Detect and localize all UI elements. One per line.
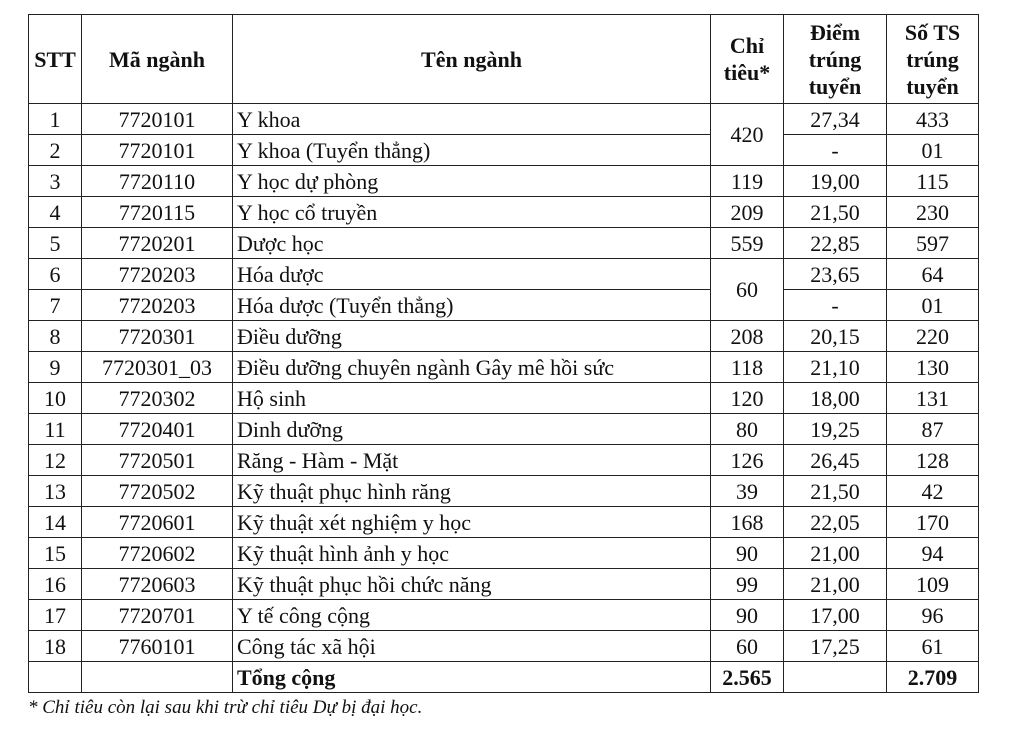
cell-so-ts: 87 bbox=[887, 414, 979, 445]
cell-ma-nganh: 7720203 bbox=[82, 259, 233, 290]
table-row bbox=[29, 476, 979, 507]
cell-diem: 21,00 bbox=[784, 569, 887, 600]
cell-stt: 17 bbox=[29, 600, 82, 631]
cell-ten-nganh: Kỹ thuật hình ảnh y học bbox=[233, 538, 711, 569]
table-row bbox=[29, 290, 979, 321]
cell-ten-nganh: Y khoa (Tuyển thẳng) bbox=[233, 135, 711, 166]
cell-diem: 19,25 bbox=[784, 414, 887, 445]
table-row bbox=[29, 259, 979, 290]
cell-so-ts: 01 bbox=[887, 135, 979, 166]
cell-diem: 21,10 bbox=[784, 352, 887, 383]
cell-ten-nganh: Kỹ thuật xét nghiệm y học bbox=[233, 507, 711, 538]
table-row bbox=[29, 631, 979, 662]
cell-ten-nganh: Điều dưỡng bbox=[233, 321, 711, 352]
cell-stt: 7 bbox=[29, 290, 82, 321]
table-row bbox=[29, 383, 979, 414]
cell-diem: 20,15 bbox=[784, 321, 887, 352]
cell-diem: 21,50 bbox=[784, 197, 887, 228]
cell-ma-nganh: 7720302 bbox=[82, 383, 233, 414]
header-so-ts-line2: trúng bbox=[906, 46, 959, 72]
cell-so-ts: 130 bbox=[887, 352, 979, 383]
header-row bbox=[29, 15, 979, 104]
cell-ma-nganh: 7720101 bbox=[82, 135, 233, 166]
total-diem bbox=[784, 662, 887, 693]
table-row bbox=[29, 352, 979, 383]
cell-chi-tieu: 559 bbox=[711, 228, 784, 259]
header-diem bbox=[784, 15, 887, 104]
cell-chi-tieu: 209 bbox=[711, 197, 784, 228]
cell-so-ts: 433 bbox=[887, 104, 979, 135]
total-label: Tổng cộng bbox=[233, 662, 711, 693]
cell-stt: 9 bbox=[29, 352, 82, 383]
cell-so-ts: 42 bbox=[887, 476, 979, 507]
cell-stt: 3 bbox=[29, 166, 82, 197]
cell-chi-tieu: 420 bbox=[711, 104, 784, 166]
cell-ma-nganh: 7760101 bbox=[82, 631, 233, 662]
admission-table bbox=[28, 14, 979, 693]
cell-diem: 23,65 bbox=[784, 259, 887, 290]
cell-ma-nganh: 7720115 bbox=[82, 197, 233, 228]
cell-diem: 21,50 bbox=[784, 476, 887, 507]
cell-stt: 8 bbox=[29, 321, 82, 352]
table-row bbox=[29, 321, 979, 352]
cell-diem: 17,25 bbox=[784, 631, 887, 662]
cell-ten-nganh: Y học cổ truyền bbox=[233, 197, 711, 228]
cell-stt: 2 bbox=[29, 135, 82, 166]
table-row bbox=[29, 104, 979, 135]
cell-diem: 22,85 bbox=[784, 228, 887, 259]
header-stt: STT bbox=[29, 15, 82, 104]
cell-so-ts: 597 bbox=[887, 228, 979, 259]
cell-so-ts: 115 bbox=[887, 166, 979, 197]
cell-chi-tieu: 39 bbox=[711, 476, 784, 507]
cell-ma-nganh: 7720203 bbox=[82, 290, 233, 321]
cell-ten-nganh: Công tác xã hội bbox=[233, 631, 711, 662]
table-row bbox=[29, 414, 979, 445]
header-diem-line1: Điểm bbox=[809, 19, 861, 45]
table-row bbox=[29, 228, 979, 259]
cell-so-ts: 230 bbox=[887, 197, 979, 228]
cell-ten-nganh: Hóa dược (Tuyển thẳng) bbox=[233, 290, 711, 321]
cell-so-ts: 96 bbox=[887, 600, 979, 631]
header-chi-tieu-line2: tiêu* bbox=[723, 60, 771, 85]
cell-chi-tieu: 80 bbox=[711, 414, 784, 445]
cell-stt: 12 bbox=[29, 445, 82, 476]
header-chi-tieu bbox=[711, 15, 784, 104]
cell-chi-tieu: 99 bbox=[711, 569, 784, 600]
cell-ma-nganh: 7720603 bbox=[82, 569, 233, 600]
cell-ma-nganh: 7720201 bbox=[82, 228, 233, 259]
cell-so-ts: 128 bbox=[887, 445, 979, 476]
cell-stt: 13 bbox=[29, 476, 82, 507]
cell-stt: 18 bbox=[29, 631, 82, 662]
cell-ten-nganh: Kỹ thuật phục hình răng bbox=[233, 476, 711, 507]
cell-ten-nganh: Dược học bbox=[233, 228, 711, 259]
cell-diem: 26,45 bbox=[784, 445, 887, 476]
cell-chi-tieu: 119 bbox=[711, 166, 784, 197]
header-so-ts-line3: tuyển bbox=[906, 73, 959, 99]
cell-diem: 22,05 bbox=[784, 507, 887, 538]
cell-ma-nganh: 7720401 bbox=[82, 414, 233, 445]
cell-stt: 1 bbox=[29, 104, 82, 135]
cell-ten-nganh: Y khoa bbox=[233, 104, 711, 135]
cell-diem: - bbox=[784, 290, 887, 321]
total-stt bbox=[29, 662, 82, 693]
cell-ma-nganh: 7720601 bbox=[82, 507, 233, 538]
header-diem-line3: tuyển bbox=[808, 73, 862, 99]
footnote: * Chỉ tiêu còn lại sau khi trừ chỉ tiêu Dự bị đại học. bbox=[28, 697, 423, 718]
cell-chi-tieu: 118 bbox=[711, 352, 784, 383]
cell-so-ts: 220 bbox=[887, 321, 979, 352]
table-row bbox=[29, 538, 979, 569]
cell-diem: - bbox=[784, 135, 887, 166]
cell-so-ts: 109 bbox=[887, 569, 979, 600]
cell-so-ts: 170 bbox=[887, 507, 979, 538]
header-so-ts bbox=[887, 15, 979, 104]
cell-diem: 17,00 bbox=[784, 600, 887, 631]
cell-ten-nganh: Dinh dưỡng bbox=[233, 414, 711, 445]
cell-stt: 15 bbox=[29, 538, 82, 569]
cell-ten-nganh: Y tế công cộng bbox=[233, 600, 711, 631]
header-ten-nganh: Tên ngành bbox=[233, 15, 711, 104]
cell-so-ts: 61 bbox=[887, 631, 979, 662]
cell-chi-tieu: 168 bbox=[711, 507, 784, 538]
table-row bbox=[29, 507, 979, 538]
table-row bbox=[29, 135, 979, 166]
cell-diem: 19,00 bbox=[784, 166, 887, 197]
cell-stt: 11 bbox=[29, 414, 82, 445]
cell-ma-nganh: 7720301 bbox=[82, 321, 233, 352]
cell-ten-nganh: Hóa dược bbox=[233, 259, 711, 290]
cell-so-ts: 01 bbox=[887, 290, 979, 321]
table-row bbox=[29, 166, 979, 197]
cell-ten-nganh: Răng - Hàm - Mặt bbox=[233, 445, 711, 476]
cell-ten-nganh: Kỹ thuật phục hồi chức năng bbox=[233, 569, 711, 600]
total-row bbox=[29, 662, 979, 693]
cell-stt: 5 bbox=[29, 228, 82, 259]
cell-chi-tieu: 120 bbox=[711, 383, 784, 414]
cell-so-ts: 131 bbox=[887, 383, 979, 414]
cell-ma-nganh: 7720501 bbox=[82, 445, 233, 476]
table-row bbox=[29, 600, 979, 631]
cell-ma-nganh: 7720101 bbox=[82, 104, 233, 135]
total-ma bbox=[82, 662, 233, 693]
header-diem-line2: trúng bbox=[808, 46, 862, 72]
cell-chi-tieu: 208 bbox=[711, 321, 784, 352]
header-so-ts-line1: Số TS bbox=[904, 19, 961, 45]
cell-stt: 10 bbox=[29, 383, 82, 414]
cell-stt: 6 bbox=[29, 259, 82, 290]
cell-chi-tieu: 126 bbox=[711, 445, 784, 476]
table-row bbox=[29, 569, 979, 600]
cell-ma-nganh: 7720602 bbox=[82, 538, 233, 569]
cell-diem: 27,34 bbox=[784, 104, 887, 135]
cell-stt: 4 bbox=[29, 197, 82, 228]
header-chi-tieu-line1: Chỉ bbox=[729, 33, 765, 58]
cell-stt: 16 bbox=[29, 569, 82, 600]
table-row bbox=[29, 197, 979, 228]
cell-ten-nganh: Hộ sinh bbox=[233, 383, 711, 414]
table-row bbox=[29, 445, 979, 476]
cell-ma-nganh: 7720502 bbox=[82, 476, 233, 507]
cell-stt: 14 bbox=[29, 507, 82, 538]
cell-chi-tieu: 60 bbox=[711, 259, 784, 321]
cell-so-ts: 94 bbox=[887, 538, 979, 569]
cell-ma-nganh: 7720301_03 bbox=[82, 352, 233, 383]
cell-ten-nganh: Y học dự phòng bbox=[233, 166, 711, 197]
cell-diem: 21,00 bbox=[784, 538, 887, 569]
total-chi-tieu: 2.565 bbox=[711, 662, 784, 693]
cell-ma-nganh: 7720701 bbox=[82, 600, 233, 631]
cell-ten-nganh: Điều dưỡng chuyên ngành Gây mê hồi sức bbox=[233, 352, 711, 383]
cell-so-ts: 64 bbox=[887, 259, 979, 290]
cell-diem: 18,00 bbox=[784, 383, 887, 414]
total-so-ts: 2.709 bbox=[887, 662, 979, 693]
header-ma-nganh: Mã ngành bbox=[82, 15, 233, 104]
cell-chi-tieu: 60 bbox=[711, 631, 784, 662]
cell-chi-tieu: 90 bbox=[711, 600, 784, 631]
cell-ma-nganh: 7720110 bbox=[82, 166, 233, 197]
cell-chi-tieu: 90 bbox=[711, 538, 784, 569]
